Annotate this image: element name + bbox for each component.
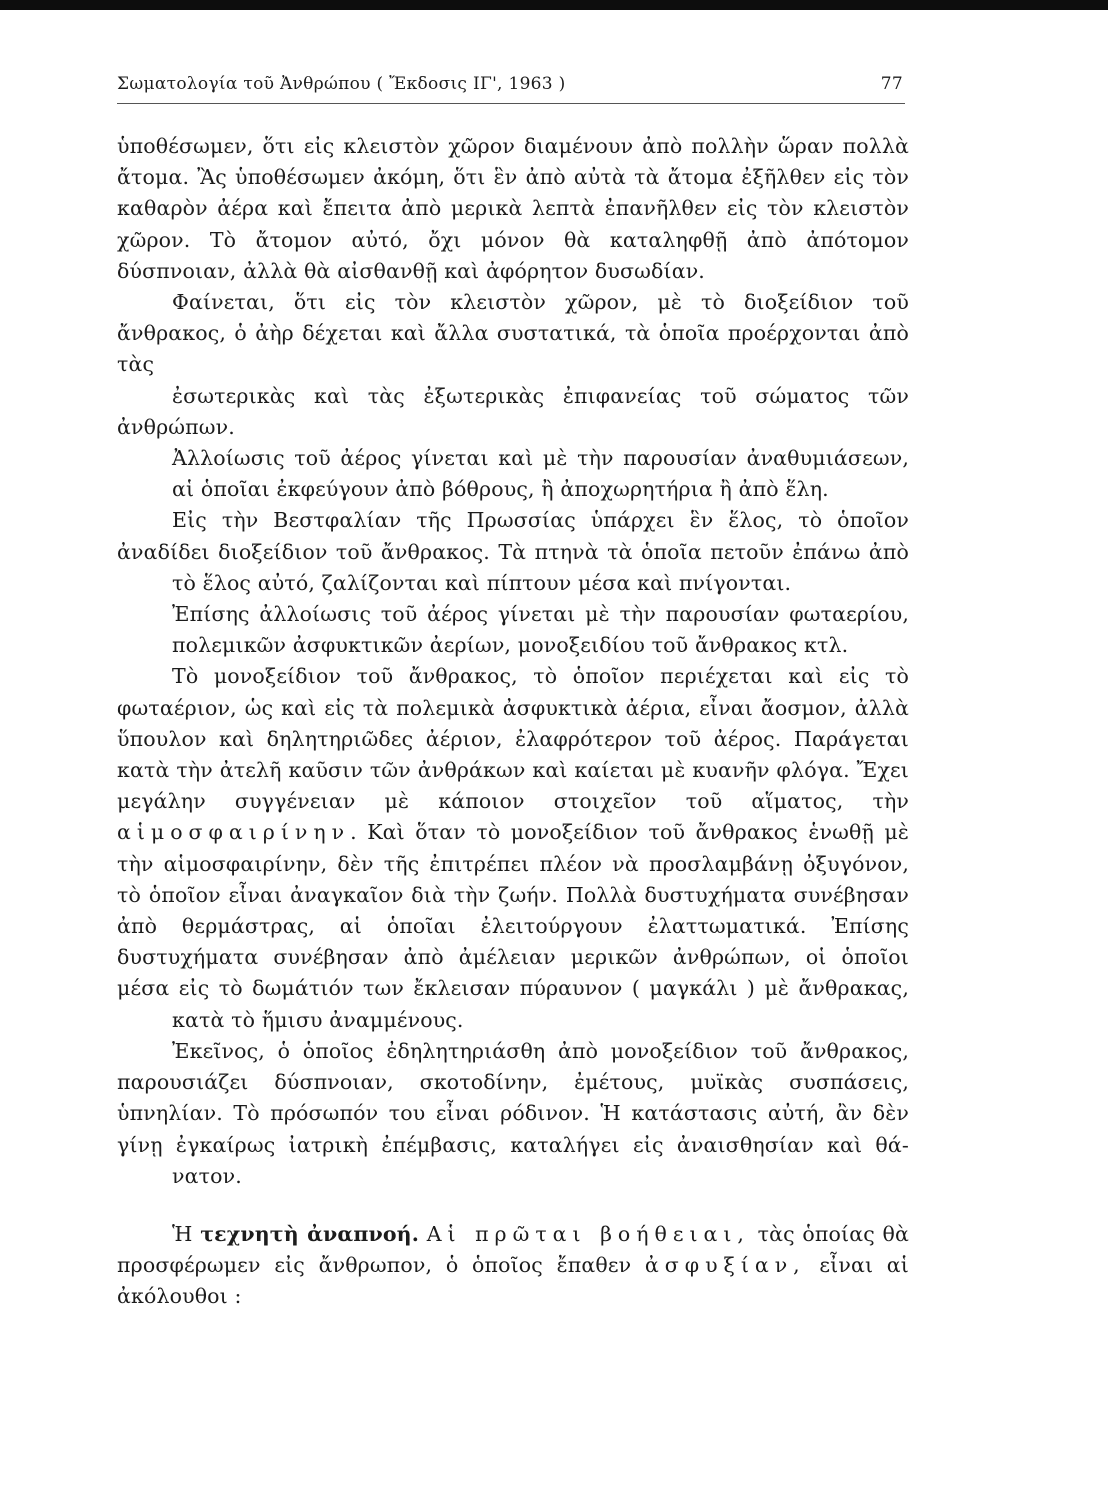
body-text [117, 131, 909, 1313]
emphasized-term: αἱμοσφαιρίνην [117, 820, 351, 845]
paragraph-6-last-line: κατὰ τὸ ἥμισυ ἀναμμένους. [172, 1007, 464, 1032]
paragraph-5-last-line: πολεμικῶν ἀσφυκτικῶν ἀερίων, μονοξειδίου τοῦ ἄνθρακος κτλ. [172, 633, 849, 658]
section-heading: τεχνητὴ ἀναπνοή. [200, 1221, 420, 1246]
scan-border [0, 0, 1108, 10]
section-spaced-term: ἀσφυξίαν, [644, 1253, 806, 1278]
paragraph-3-text: Ἀλλοίωσις τοῦ ἀέρος γίνεται καὶ μὲ τὴν παρουσίαν ἀναθυμιάσεων, [172, 446, 909, 471]
paragraph-6-continuation: . Καὶ ὅταν τὸ μονοξείδιον τοῦ ἄνθρακος ἑνωθῇ μὲ τὴν αἱμοσφαιρίνην, δὲν τῆς ἐπιτρέπει πλέον νὰ προσλαμβάνῃ ὀξυγόνον, τὸ ὁποῖον εἶναι ἀναγκαῖον διὰ τὴν ζωήν. Πολλὰ δυστυχήματα συνέβησαν ἀπὸ θερμάστρας, αἱ ὁποῖαι ἐλειτούργουν ἐλαττωματικά. Ἐπίσης δυστυχήματα συνέβησαν ἀπὸ ἀμέλειαν μερικῶν ἀνθρώπων, οἱ ὁποῖοι μέσα εἰς τὸ δωμάτιόν των ἔκλεισαν πύραυνον ( μαγκάλι ) μὲ ἄνθρακας, [117, 820, 909, 1001]
section-lead: Αἱ πρῶται βοήθειαι, [426, 1221, 750, 1246]
paragraph-1-last-line: δύσπνοιαν, ἀλλὰ θὰ αἰσθανθῇ καὶ ἀφόρητον δυσωδίαν. [117, 258, 705, 283]
paragraph-3 [117, 443, 909, 505]
section-text-b: εἶναι αἱ ἀκόλουθοι : [117, 1253, 909, 1309]
paragraph-2-text: Φαίνεται, ὅτι εἰς τὸν κλειστὸν χῶρον, μὲ τὸ διοξείδιον τοῦ ἄνθρακος, ὁ ἀὴρ δέχεται καὶ ἄλλα συστατικά, τὰ ὁποῖα προέρχονται ἀπὸ τὰς [117, 290, 909, 377]
paragraph-4-text: Εἰς τὴν Βεστφαλίαν τῆς Πρωσσίας ὑπάρχει ἓν ἕλος, τὸ ὁποῖον ἀναδίδει διοξείδιον τοῦ ἄνθρακος. Τὰ πτηνὰ τὰ ὁποῖα πετοῦν ἐπάνω ἀπὸ [117, 508, 909, 564]
paragraph-2 [117, 287, 909, 443]
paragraph-7-text: Ἐκεῖνος, ὁ ὁποῖος ἐδηλητηριάσθη ἀπὸ μονοξείδιον τοῦ ἄνθρακος, παρουσιάζει δύσπνοιαν, σκοτοδίνην, ἐμέτους, μυϊκὰς συσπάσεις, ὑπνηλίαν. Τὸ πρόσωπόν του εἶναι ρόδινον. Ἡ κατάστασις αὐτή, ἂν δὲν γίνῃ ἐγκαίρως ἰατρικὴ ἐπέμβασις, καταλήγει εἰς ἀναισθησίαν καὶ θά- [117, 1038, 909, 1157]
paragraph-3-last-line: αἱ ὁποῖαι ἐκφεύγουν ἀπὸ βόθρους, ἢ ἀποχωρητήρια ἢ ἀπὸ ἕλη. [172, 477, 829, 502]
section-gap [117, 1192, 909, 1219]
paragraph-7-last-line: νατον. [172, 1163, 242, 1188]
paragraph-5 [117, 599, 909, 661]
paragraph-1-text: ὑποθέσωμεν, ὅτι εἰς κλειστὸν χῶρον διαμένουν ἀπὸ πολλὴν ὥραν πολλὰ ἄτομα. Ἂς ὑποθέσωμεν ἀκόμη, ὅτι ἓν ἀπὸ αὐτὰ τὰ ἄτομα ἐξῆλθεν εἰς τὸν καθαρὸν ἀέρα καὶ ἔπειτα ἀπὸ μερικὰ λεπτὰ ἐπανῆλθεν εἰς τὸν κλειστὸν χῶρον. Τὸ ἄτομον αὐτό, ὄχι μόνον θὰ καταληφθῇ ἀπὸ ἀπότομον [117, 134, 909, 252]
page-number: 77 [880, 74, 903, 94]
section-prefix: Ἡ [172, 1221, 193, 1246]
running-title: Σωματολογία τοῦ Ἀνθρώπου ( Ἔκδοσις ΙΓ', 1963 ) [117, 74, 566, 94]
paragraph-5-text: Ἐπίσης ἀλλοίωσις τοῦ ἀέρος γίνεται μὲ τὴν παρουσίαν φωταερίου, [172, 602, 909, 627]
paragraph-2-last-line: ἐσωτερικὰς καὶ τὰς ἐξωτερικὰς ἐπιφανείας τοῦ σώματος τῶν ἀνθρώπων. [117, 383, 909, 439]
paragraph-1 [117, 131, 909, 287]
section-text-a: τὰς ὁποίας θὰ προσφέρωμεν εἰς ἄνθρωπον, ὁ ὁποῖος ἔπαθεν [117, 1221, 910, 1278]
paragraph-6 [117, 661, 909, 1035]
paragraph-4 [117, 505, 909, 599]
paragraph-6-text: Τὸ μονοξείδιον τοῦ ἄνθρακος, τὸ ὁποῖον περιέχεται καὶ εἰς τὸ φωταέριον, ὡς καὶ εἰς τὰ πολεμικὰ ἀσφυκτικὰ ἀέρια, εἶναι ἄοσμον, ἀλλὰ ὕπουλον καὶ δηλητηριῶδες ἀέριον, ἐλαφρότερον τοῦ ἀέρος. Παράγεται κατὰ τὴν ἀτελῆ καῦσιν τῶν ἀνθράκων καὶ καίεται μὲ κυανῆν φλόγα. Ἔχει μεγάλην συγγένειαν μὲ κάποιον στοιχεῖον τοῦ αἵματος, τὴν [117, 664, 909, 814]
paragraph-4-last-line: τὸ ἕλος αὐτό, ζαλίζονται καὶ πίπτουν μέσα καὶ πνίγονται. [172, 570, 792, 595]
page-header [117, 74, 903, 100]
section-paragraph [117, 1219, 909, 1313]
header-rule [117, 103, 905, 104]
paragraph-7 [117, 1036, 909, 1192]
